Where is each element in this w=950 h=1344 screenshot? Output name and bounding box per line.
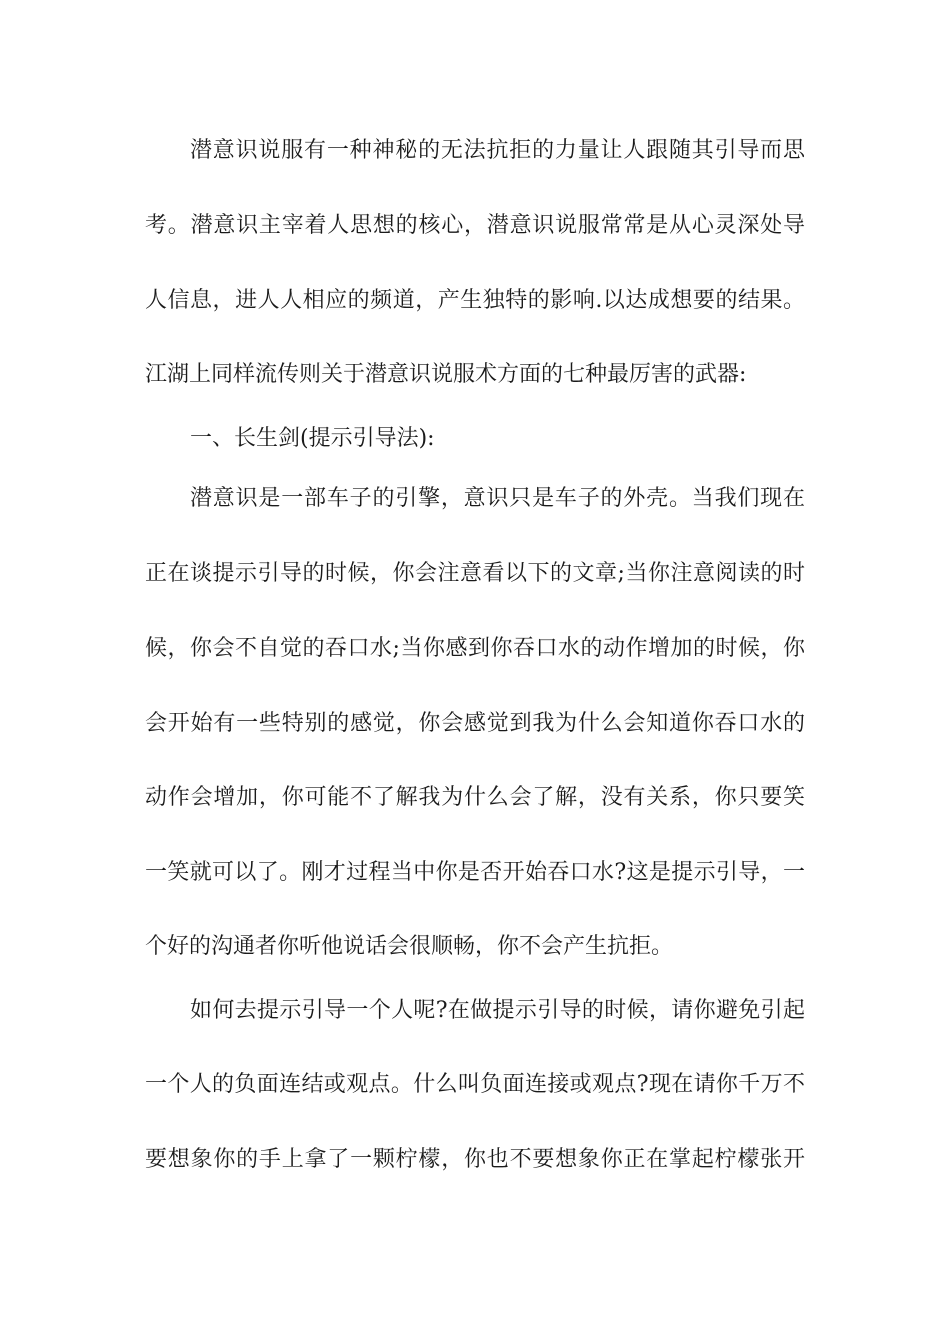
paragraph-2-line-2: 正在谈提示引导的时候，你会注意看以下的文章;当你注意阅读的时 bbox=[145, 561, 805, 586]
paragraph-3-line-2: 一个人的负面连结或观点。什么叫负面连接或观点?现在请你千万不 bbox=[145, 1072, 805, 1097]
paragraph-1-line-2: 考。潜意识主宰着人思想的核心，潜意识说服常常是从心灵深处导 bbox=[145, 213, 805, 238]
paragraph-2-line-1: 潜意识是一部车子的引擎，意识只是车子的外壳。当我们现在 bbox=[190, 486, 805, 511]
paragraph-2-line-5: 动作会增加，你可能不了解我为什么会了解，没有关系，你只要笑 bbox=[145, 785, 805, 810]
paragraph-2-line-7: 个好的沟通者你听他说话会很顺畅，你不会产生抗拒。 bbox=[145, 934, 674, 959]
paragraph-3-line-1: 如何去提示引导一个人呢?在做提示引导的时候，请你避免引起 bbox=[190, 998, 805, 1023]
paragraph-1-line-3: 人信息，进人人相应的频道，产生独特的影响.以达成想要的结果。 bbox=[145, 288, 805, 313]
paragraph-1-line-1: 潜意识说服有一种神秘的无法抗拒的力量让人跟随其引导而思 bbox=[190, 138, 805, 163]
paragraph-1-line-4: 江湖上同样流传则关于潜意识说服术方面的七种最厉害的武器: bbox=[145, 362, 747, 387]
paragraph-2-line-3: 候，你会不自觉的吞口水;当你感到你吞口水的动作增加的时候，你 bbox=[145, 636, 805, 661]
paragraph-2-line-6: 一笑就可以了。刚才过程当中你是否开始吞口水?这是提示引导，一 bbox=[145, 860, 805, 885]
section-heading: 一、长生剑(提示引导法): bbox=[190, 426, 435, 451]
paragraph-3-line-3: 要想象你的手上拿了一颗柠檬，你也不要想象你正在掌起柠檬张开 bbox=[145, 1147, 805, 1172]
paragraph-2-line-4: 会开始有一些特别的感觉，你会感觉到我为什么会知道你吞口水的 bbox=[145, 711, 805, 736]
